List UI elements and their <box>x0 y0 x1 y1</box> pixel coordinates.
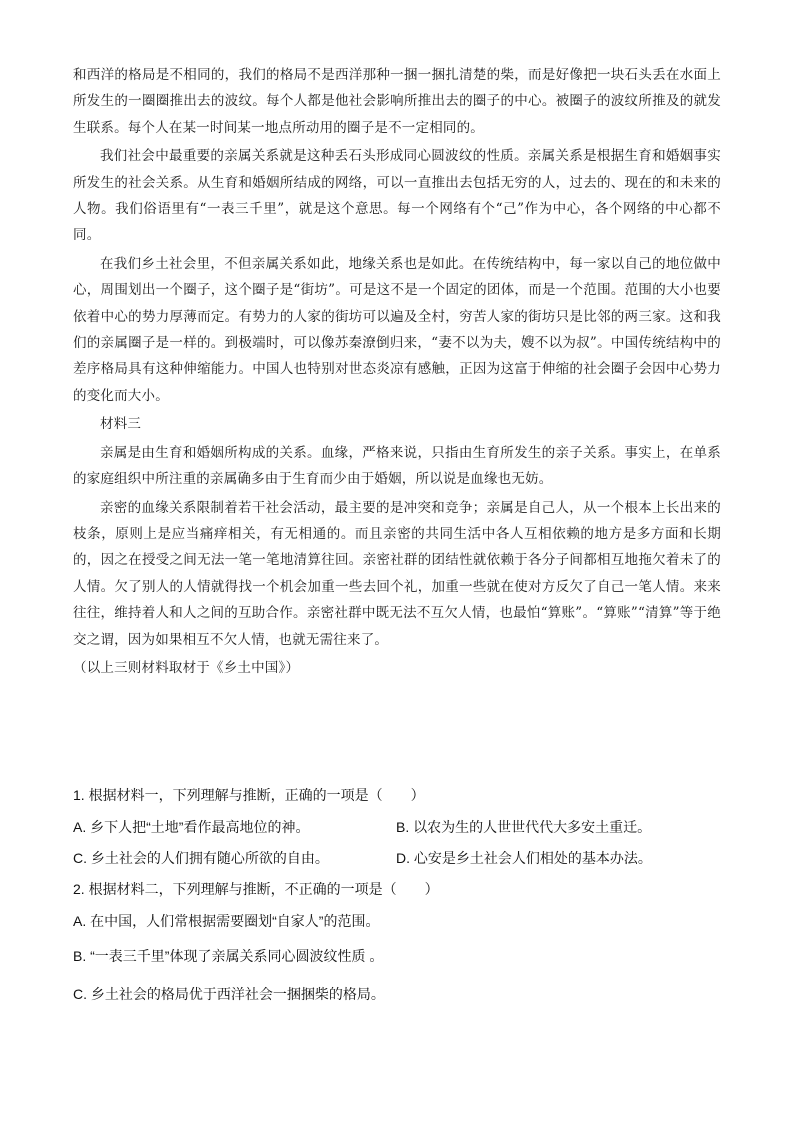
passage-paragraph: 我们社会中最重要的亲属关系就是这种丢石头形成同心圆波纹的性质。亲属关系是根据生育和婚姻事实所发生的社会关系。从生育和婚姻所结成的网络，可以一直推出去包括无穷的人，过去的、现在的和未来的人物。我们俗语里有“一表三千里”，就是这个意思。每一个网络有个“己”作为中心，各个网络的中心都不同。 <box>73 148 721 244</box>
question-1-stem: 1. 根据材料一，下列理解与推断，正确的一项是（ ） <box>73 787 425 803</box>
question-1-option-d: D. 心安是乡土社会人们相处的基本办法。 <box>396 850 652 866</box>
passage-body <box>73 62 721 681</box>
passage-paragraph: 亲密的血缘关系限制着若干社会活动，最主要的是冲突和竞争；亲属是自己人，从一个根本上长出来的枝条，原则上是应当痛痒相关，有无相通的。而且亲密的共同生活中各人互相依赖的地方是多方面和长期的，因之在授受之间无法一笔一笔地清算往回。亲密社群的团结性就依赖于各分子间都相互地拖欠着未了的人情。欠了别人的人情就得找一个机会加重一些去回个礼，加重一些就在使对方反欠了自己一笔人情。来来往往，维持着人和人之间的互助合作。亲密社群中既无法不互欠人情，也最怕“算账”。“算账”“清算”等于绝交之谓，因为如果相互不欠人情，也就无需往来了。 <box>73 499 721 648</box>
question-2-stem: 2. 根据材料二，下列理解与推断，不正确的一项是（ ） <box>73 881 439 897</box>
question-1-option-b: B. 以农为生的人世世代代大多安土重迁。 <box>396 819 652 835</box>
question-2-option-b: B. “一表三千里”体现了亲属关系同心圆波纹性质 。 <box>73 948 384 964</box>
question-2-option-c: C. 乡土社会的格局优于西洋社会一捆捆柴的格局。 <box>73 986 385 1002</box>
passage-paragraph: 亲属是由生育和婚姻所构成的关系。血缘，严格来说，只指由生育所发生的亲子关系。事实上，在单系的家庭组织中所注重的亲属确多由于生育而少由于婚姻，所以说是血缘也无妨。 <box>73 444 721 488</box>
source-note: （以上三则材料取材于《乡土中国》） <box>73 659 300 676</box>
question-1-option-c: C. 乡土社会的人们拥有随心所欲的自由。 <box>73 850 329 866</box>
passage-paragraph: 和西洋的格局是不相同的，我们的格局不是西洋那种一捆一捆扎清楚的柴，而是好像把一块石头丢在水面上所发生的一圈圈推出去的波纹。每个人都是他社会影响所推出去的圈子的中心。被圈子的波纹所推及的就发生联系。每个人在某一时间某一地点所动用的圈子是不一定相同的。 <box>73 67 721 136</box>
section-heading-material-3: 材料三 <box>100 416 142 433</box>
question-2-option-a: A. 在中国，人们常根据需要圈划“自家人”的范围。 <box>73 913 380 929</box>
passage-paragraph: 在我们乡土社会里，不但亲属关系如此，地缘关系也是如此。在传统结构中，每一家以自己的地位做中心，周围划出一个圈子，这个圈子是“街坊”。可是这不是一个固定的团体，而是一个范围。范围的大小也要依着中心的势力厚薄而定。有势力的人家的街坊可以遍及全村，穷苦人家的街坊只是比邻的两三家。这和我们的亲属圈子是一样的。到极端时，可以像苏秦潦倒归来，“妻不以为夫，嫂不以为叔”。中国传统结构中的差序格局具有这种伸缩能力。中国人也特别对世态炎凉有感触，正因为这富于伸缩的社会圈子会因中心势力的变化而大小。 <box>73 255 721 404</box>
question-1-option-a: A. 乡下人把“土地”看作最高地位的神。 <box>73 819 310 835</box>
